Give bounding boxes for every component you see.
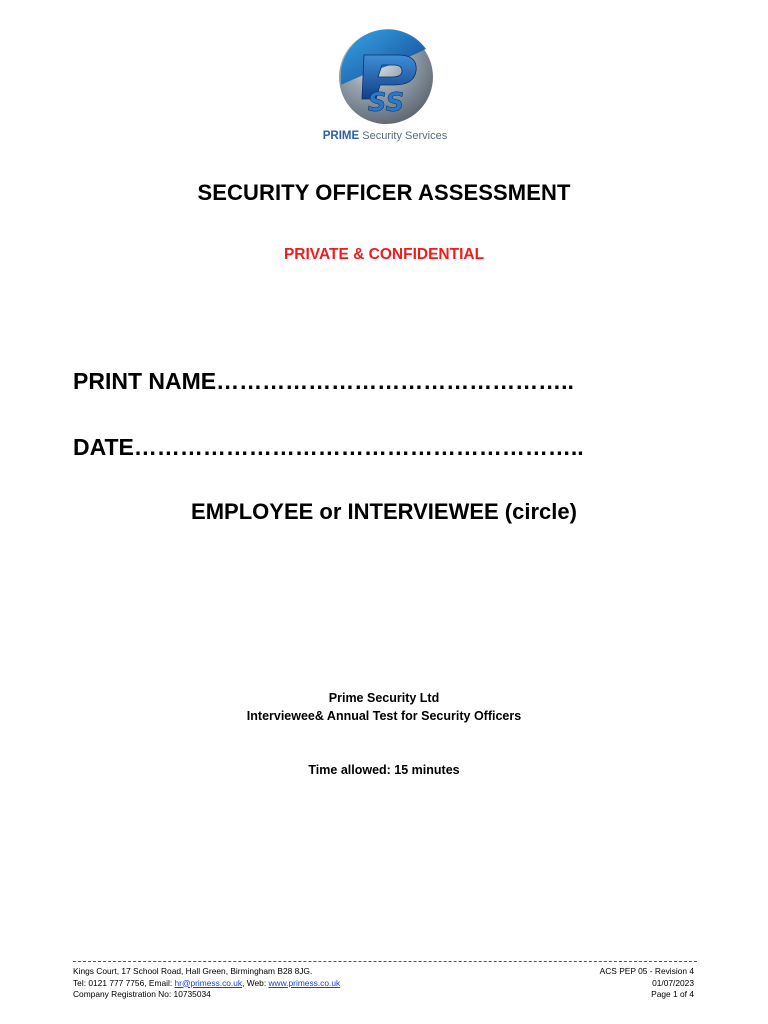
footer-tel: Tel: 0121 777 7756, Email: xyxy=(73,977,175,988)
logo-brand: PRIME xyxy=(322,130,360,142)
logo-tagline: Security Services xyxy=(362,130,448,142)
footer-contact-line xyxy=(73,978,340,990)
employee-or-interviewee-choice[interactable]: EMPLOYEE or INTERVIEWEE (circle) xyxy=(191,499,577,524)
print-name-field[interactable]: PRINT NAME……………………………………….. xyxy=(73,368,574,394)
prime-security-logo-icon xyxy=(336,27,436,127)
document-date: 01/07/2023 xyxy=(652,977,694,988)
page-number: Page 1 of 4 xyxy=(651,989,694,999)
website-link[interactable]: www.primess.co.uk xyxy=(268,977,341,988)
document-reference: ACS PEP 05 - Revision 4 xyxy=(599,966,694,976)
test-name: Interviewee& Annual Test for Security Officers xyxy=(246,709,522,723)
document-title: SECURITY OFFICER ASSESSMENT xyxy=(197,180,571,205)
company-logo xyxy=(310,22,460,148)
logo-wordmark xyxy=(310,130,460,142)
footer-contact xyxy=(73,966,340,1001)
footer-address: Kings Court, 17 School Road, Hall Green, Birmingham B28 8JG. xyxy=(73,966,313,976)
footer-document-info xyxy=(600,966,694,1001)
footer-registration: Company Registration No: 10735034 xyxy=(73,989,211,999)
email-link[interactable]: hr@primess.co.uk xyxy=(174,977,243,988)
logo-monogram: SS xyxy=(367,88,405,118)
confidential-notice: PRIVATE & CONFIDENTIAL xyxy=(283,246,485,263)
time-allowed: Time allowed: 15 minutes xyxy=(308,763,460,777)
date-field[interactable]: DATE………………………………………………….. xyxy=(73,434,584,460)
footer-web-label: , Web: xyxy=(242,977,269,988)
company-name: Prime Security Ltd xyxy=(328,691,440,705)
footer-divider xyxy=(73,961,697,962)
